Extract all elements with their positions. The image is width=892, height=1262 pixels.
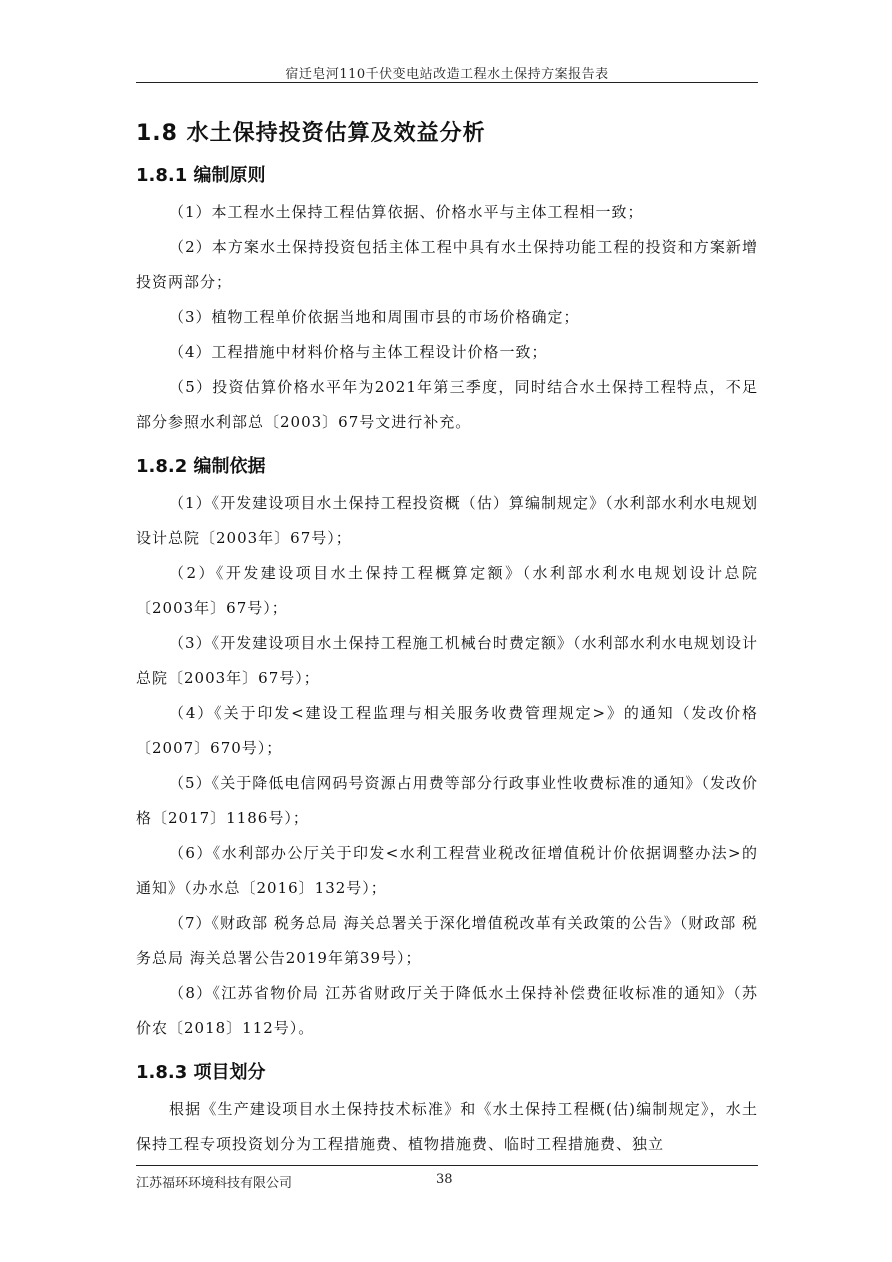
paragraph: 根据《生产建设项目水土保持技术标准》和《水土保持工程概(估)编制规定》，水土保持工程专项投资划分为工程措施费、植物措施费、临时工程措施费、独立 (136, 1100, 758, 1153)
header-rule (136, 82, 758, 83)
subsection-basis (136, 452, 758, 1046)
paragraph: （2）《开发建设项目水土保持工程概算定额》（水利部水利水电规划设计总院〔2003年〕67号）； (136, 564, 758, 617)
paragraph: （7）《财政部 税务总局 海关总署关于深化增值税改革有关政策的公告》（财政部 税务总局 海关总署公告2019年第39号）； (136, 914, 758, 967)
paragraph: （1）《开发建设项目水土保持工程投资概（估）算编制规定》（水利部水利水电规划设计总院〔2003年〕67号）； (136, 494, 758, 547)
paragraph: （5）《关于降低电信网码号资源占用费等部分行政事业性收费标准的通知》（发改价格〔2017〕1186号）； (136, 774, 758, 827)
paragraph: （3）植物工程单价依据当地和周围市县的市场价格确定； (169, 308, 580, 326)
subsection-division (136, 1058, 758, 1162)
footer-rule (136, 1165, 758, 1166)
paragraph: （8）《江苏省物价局 江苏省财政厅关于降低水土保持补偿费征收标准的通知》（苏价农〔2018〕112号）。 (136, 984, 758, 1037)
page-content (136, 116, 758, 1162)
subsection-principles (136, 161, 758, 440)
section-title: 1.8 水土保持投资估算及效益分析 (136, 121, 486, 146)
page-number: 38 (436, 1172, 453, 1187)
subsection-title: 1.8.2 编制依据 (136, 456, 266, 477)
paragraph: （3）《开发建设项目水土保持工程施工机械台时费定额》（水利部水利水电规划设计总院〔2003年〕67号）； (136, 634, 758, 687)
footer-company: 江苏福环环境科技有限公司 (136, 1176, 293, 1191)
paragraph: （2）本方案水土保持投资包括主体工程中具有水土保持功能工程的投资和方案新增投资两部分； (136, 238, 758, 291)
subsection-title: 1.8.1 编制原则 (136, 165, 266, 186)
paragraph: （6）《水利部办公厅关于印发<水利工程营业税改征增值税计价依据调整办法>的通知》（办水总〔2016〕132号）； (136, 844, 758, 897)
paragraph: （4）《关于印发<建设工程监理与相关服务收费管理规定>》的通知（发改价格〔2007〕670号）； (136, 704, 758, 757)
running-header: 宿迁皂河110千伏变电站改造工程水土保持方案报告表 (285, 67, 609, 82)
paragraph: （5）投资估算价格水平年为2021年第三季度，同时结合水土保持工程特点，不足部分参照水利部总〔2003〕67号文进行补充。 (136, 378, 758, 431)
subsection-title: 1.8.3 项目划分 (136, 1062, 266, 1083)
paragraph: （4）工程措施中材料价格与主体工程设计价格一致； (169, 343, 548, 361)
paragraph: （1）本工程水土保持工程估算依据、价格水平与主体工程相一致； (169, 203, 644, 221)
